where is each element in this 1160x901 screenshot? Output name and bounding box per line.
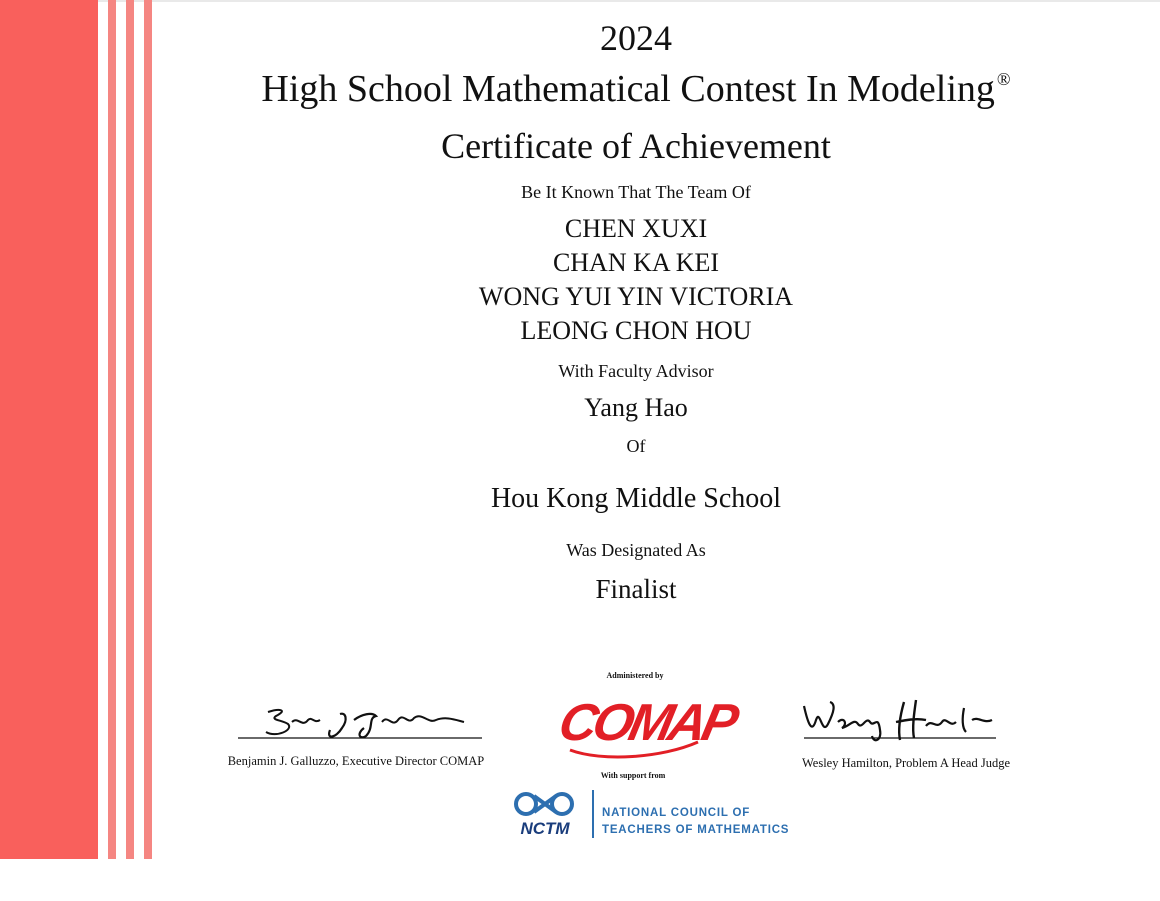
- of-label: Of: [626, 436, 646, 456]
- left-signature-caption: Benjamin J. Galluzzo, Executive Director COMAP: [227, 754, 485, 768]
- team-member: LEONG CHON HOU: [520, 316, 752, 345]
- certificate-title: Certificate of Achievement: [441, 126, 831, 166]
- top-border: [0, 0, 1160, 2]
- advisor-name: Yang Hao: [584, 393, 688, 422]
- band-stripe-1: [108, 0, 116, 859]
- team-member: WONG YUI YIN VICTORIA: [478, 282, 794, 311]
- band-stripe-2: [126, 0, 134, 859]
- nctm-divider: [592, 790, 594, 838]
- left-decorative-band: [0, 0, 152, 859]
- nctm-logo-mark: [512, 790, 578, 838]
- intro-text: Be It Known That The Team Of: [521, 182, 751, 202]
- comap-logo: COMAP: [553, 694, 740, 752]
- band-stripe-3: [144, 0, 152, 859]
- year: 2024: [600, 18, 672, 58]
- contest-name: High School Mathematical Contest In Modeling: [261, 68, 995, 110]
- advisor-label: With Faculty Advisor: [558, 361, 714, 381]
- right-signature: [800, 694, 1000, 746]
- team-member: CHEN XUXI: [564, 214, 708, 243]
- school-name: Hou Kong Middle School: [490, 483, 782, 514]
- nctm-abbr: NCTM: [520, 819, 570, 838]
- support-label: With support from: [600, 771, 666, 780]
- nctm-name-line-1: NATIONAL COUNCIL OF: [602, 807, 751, 819]
- designation-label: Was Designated As: [566, 540, 706, 560]
- left-signature: [236, 698, 486, 742]
- nctm-name-line-2: TEACHERS OF MATHEMATICS: [602, 824, 790, 836]
- contest-name-line: [180, 70, 1092, 108]
- administered-by-label: Administered by: [606, 671, 664, 680]
- registered-mark: ®: [996, 69, 1011, 90]
- band-main: [0, 0, 98, 859]
- right-signature-caption: Wesley Hamilton, Problem A Head Judge: [802, 756, 1010, 770]
- team-member: CHAN KA KEI: [552, 248, 720, 277]
- designation: Finalist: [595, 574, 677, 604]
